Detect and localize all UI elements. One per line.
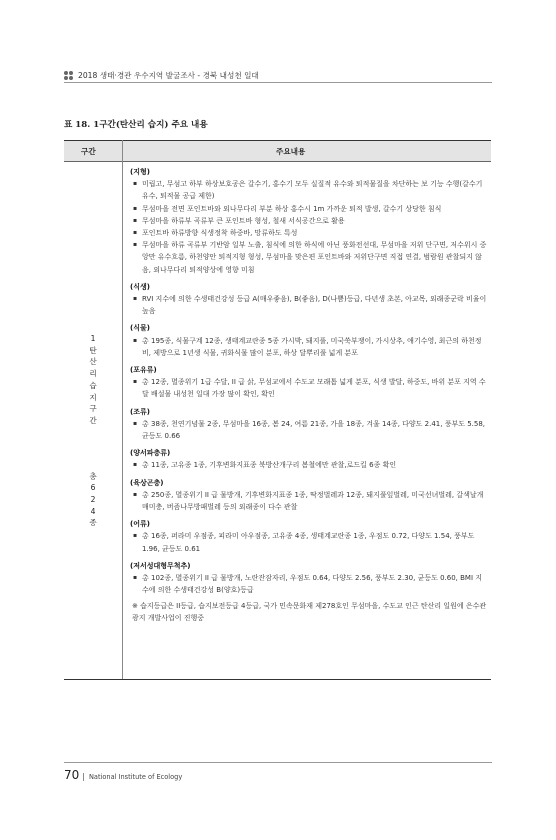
section-title: (저서성대형무척추) <box>130 561 191 570</box>
section-title: (조류) <box>130 407 150 416</box>
species-total-char: 6 <box>90 483 96 493</box>
section-title: (양서파충류) <box>130 449 171 458</box>
page-number: 70 <box>64 768 80 782</box>
bullet-item: ▪ 무섬마을 전면 포인트바와 외나무다리 부분 하상 홍수시 1m 가까운 퇴적 발생, 갈수기 상당한 침식 <box>130 203 487 215</box>
bullet-item: ▪ 미립고, 무섬고 하부 하상보호공은 갈수기, 홍수기 모두 실질적 유수와 퇴적물질을 차단하는 보 기능 수행(갈수기 유수, 퇴적물 공급 제한) <box>130 178 487 202</box>
section-label-char: 구 <box>89 404 97 414</box>
column-divider <box>122 140 123 680</box>
section-label-char: 지 <box>89 392 97 402</box>
bullet-item: ▪ 무섬마을 하류부 곡류부 큰 포인트바 형성, 철새 서식공간으로 활용 <box>130 215 487 227</box>
section-label-char: 습 <box>89 380 97 390</box>
footer-rule <box>64 762 492 763</box>
section-title: (식생) <box>130 282 150 291</box>
running-header <box>64 70 259 81</box>
bullet-item: ▪ 총 102종, 멸종위기 II 급 물방개, 노란잔잠자리, 우점도 0.64, 다양도 2.56, 풍부도 2.30, 균등도 0.60, BMI 지수에 의한 수생태건강성 B(양호)등급 <box>130 572 487 596</box>
bullet-item: ▪ 총 16종, 퍼라미 우점종, 피라미 아우점종, 고유종 4종, 생태계교란종 1종, 우점도 0.72, 다양도 1.54, 풍부도 1.96, 균등도 0.61 <box>130 530 487 554</box>
table-header-row <box>64 140 491 162</box>
bullet-item: ▪ 총 250종, 멸종위기 II 급 물방개, 기후변화지표종 1종, 딱정벌레과 12종, 돼지풀잎벌레, 미국선녀벌레, 갈색날개매미충, 버즘나무방패벌레 등의 외래종이 다수 관찰 <box>130 489 487 513</box>
bullet-item: ▪ 총 12종, 멸종위기 1급 수달, II 급 삵, 무섬교에서 수도교 모래톱 넓게 분포, 식생 발달, 하중도, 바위 분포 지역 수달 배설물 내성천 일대 가장 많이 확인, 확인 <box>130 376 487 400</box>
footer-separator: | <box>82 772 85 781</box>
section-title: (지형) <box>130 168 150 176</box>
page-footer <box>64 768 182 782</box>
section-label-cell <box>64 333 122 529</box>
bullet-item: ▪ 총 38종, 천연기념물 2종, 무섬마을 16종, 봄 24, 여름 21종, 가을 18종, 겨울 14종, 다양도 2.41, 풍부도 5.58, 균등도 0.66 <box>130 418 487 442</box>
section-title: (식물) <box>130 324 150 333</box>
header-rule <box>64 82 492 83</box>
species-total-char: 4 <box>90 506 96 516</box>
table-caption: 표 18. 1구간(탄산리 습지) 주요 내용 <box>64 120 208 130</box>
table-bottom-rule <box>64 679 491 680</box>
species-total-char: 2 <box>90 495 96 505</box>
section-title: (육상곤충) <box>130 478 164 487</box>
section-label-char: 1 <box>90 334 96 343</box>
section-label-char: 리 <box>89 369 97 379</box>
content-cell <box>130 166 487 624</box>
section-title: (어류) <box>130 520 150 529</box>
section-label-char: 산 <box>89 357 97 367</box>
bullet-item: ▪ 총 11종, 고유종 1종, 기후변화지표종 북방산개구리 봄철에만 관찰,로드킬 6종 확인 <box>130 459 487 471</box>
footer-label: National Institute of Ecology <box>88 773 183 781</box>
header-dots-icon <box>64 71 73 80</box>
column-header-content: 주요내용 <box>276 147 306 156</box>
bullet-item: ▪ 포인트바 하류방향 식생정착 하중바, 망류하도 특성 <box>130 227 487 239</box>
content-table <box>64 140 491 680</box>
bullet-item: ▪ 무섬마을 하류 곡류부 기반암 일부 노출, 침식에 의한 하식에 아닌 풍화전선대, 무섬마을 저위 단구면, 저수위시 중앙만 유수흐름, 하천양안 퇴적지형 형성, 무섬마을 맞은편 포인트바와 저위단구면 직접 연결, 범람원 관찰되지 않음, 외나무다리 퇴적양상에 영향 미침 <box>130 239 487 276</box>
section-label-char: 간 <box>89 415 97 425</box>
section-label-char: 탄 <box>89 345 97 355</box>
species-total-char: 종 <box>89 518 97 528</box>
table-note: ※ 습지등급은 II등급, 습지보전등급 4등급, 국가 민속문화재 제278호인 무섬마을, 수도교 인근 탄산리 일원에 은수관광지 개발사업이 진행중 <box>132 601 487 622</box>
bullet-item: ▪ RVI 지수에 의한 수생태건강성 등급 A(매우좋음), B(좋음), D(나쁨)등급, 다년생 초본, 아교목, 외래종군락 비율이 높음 <box>130 293 487 317</box>
section-title: (포유류) <box>130 366 157 375</box>
bullet-item: ▪ 총 195종, 식물구계 12종, 생태계교란종 5종 가시박, 돼지풀, 미국쑥부쟁이, 가시상추, 애기수영, 최근의 하천정비, 제방으로 1년생 식물, 귀화식물 많이 분포, 하상 달뿌리풀 넓게 분포 <box>130 335 487 359</box>
header-title: 2018 생태·경관 우수지역 발굴조사 - 경북 내성천 일대 <box>78 71 259 80</box>
species-total-char: 총 <box>89 471 97 481</box>
column-header-section: 구간 <box>81 147 96 156</box>
